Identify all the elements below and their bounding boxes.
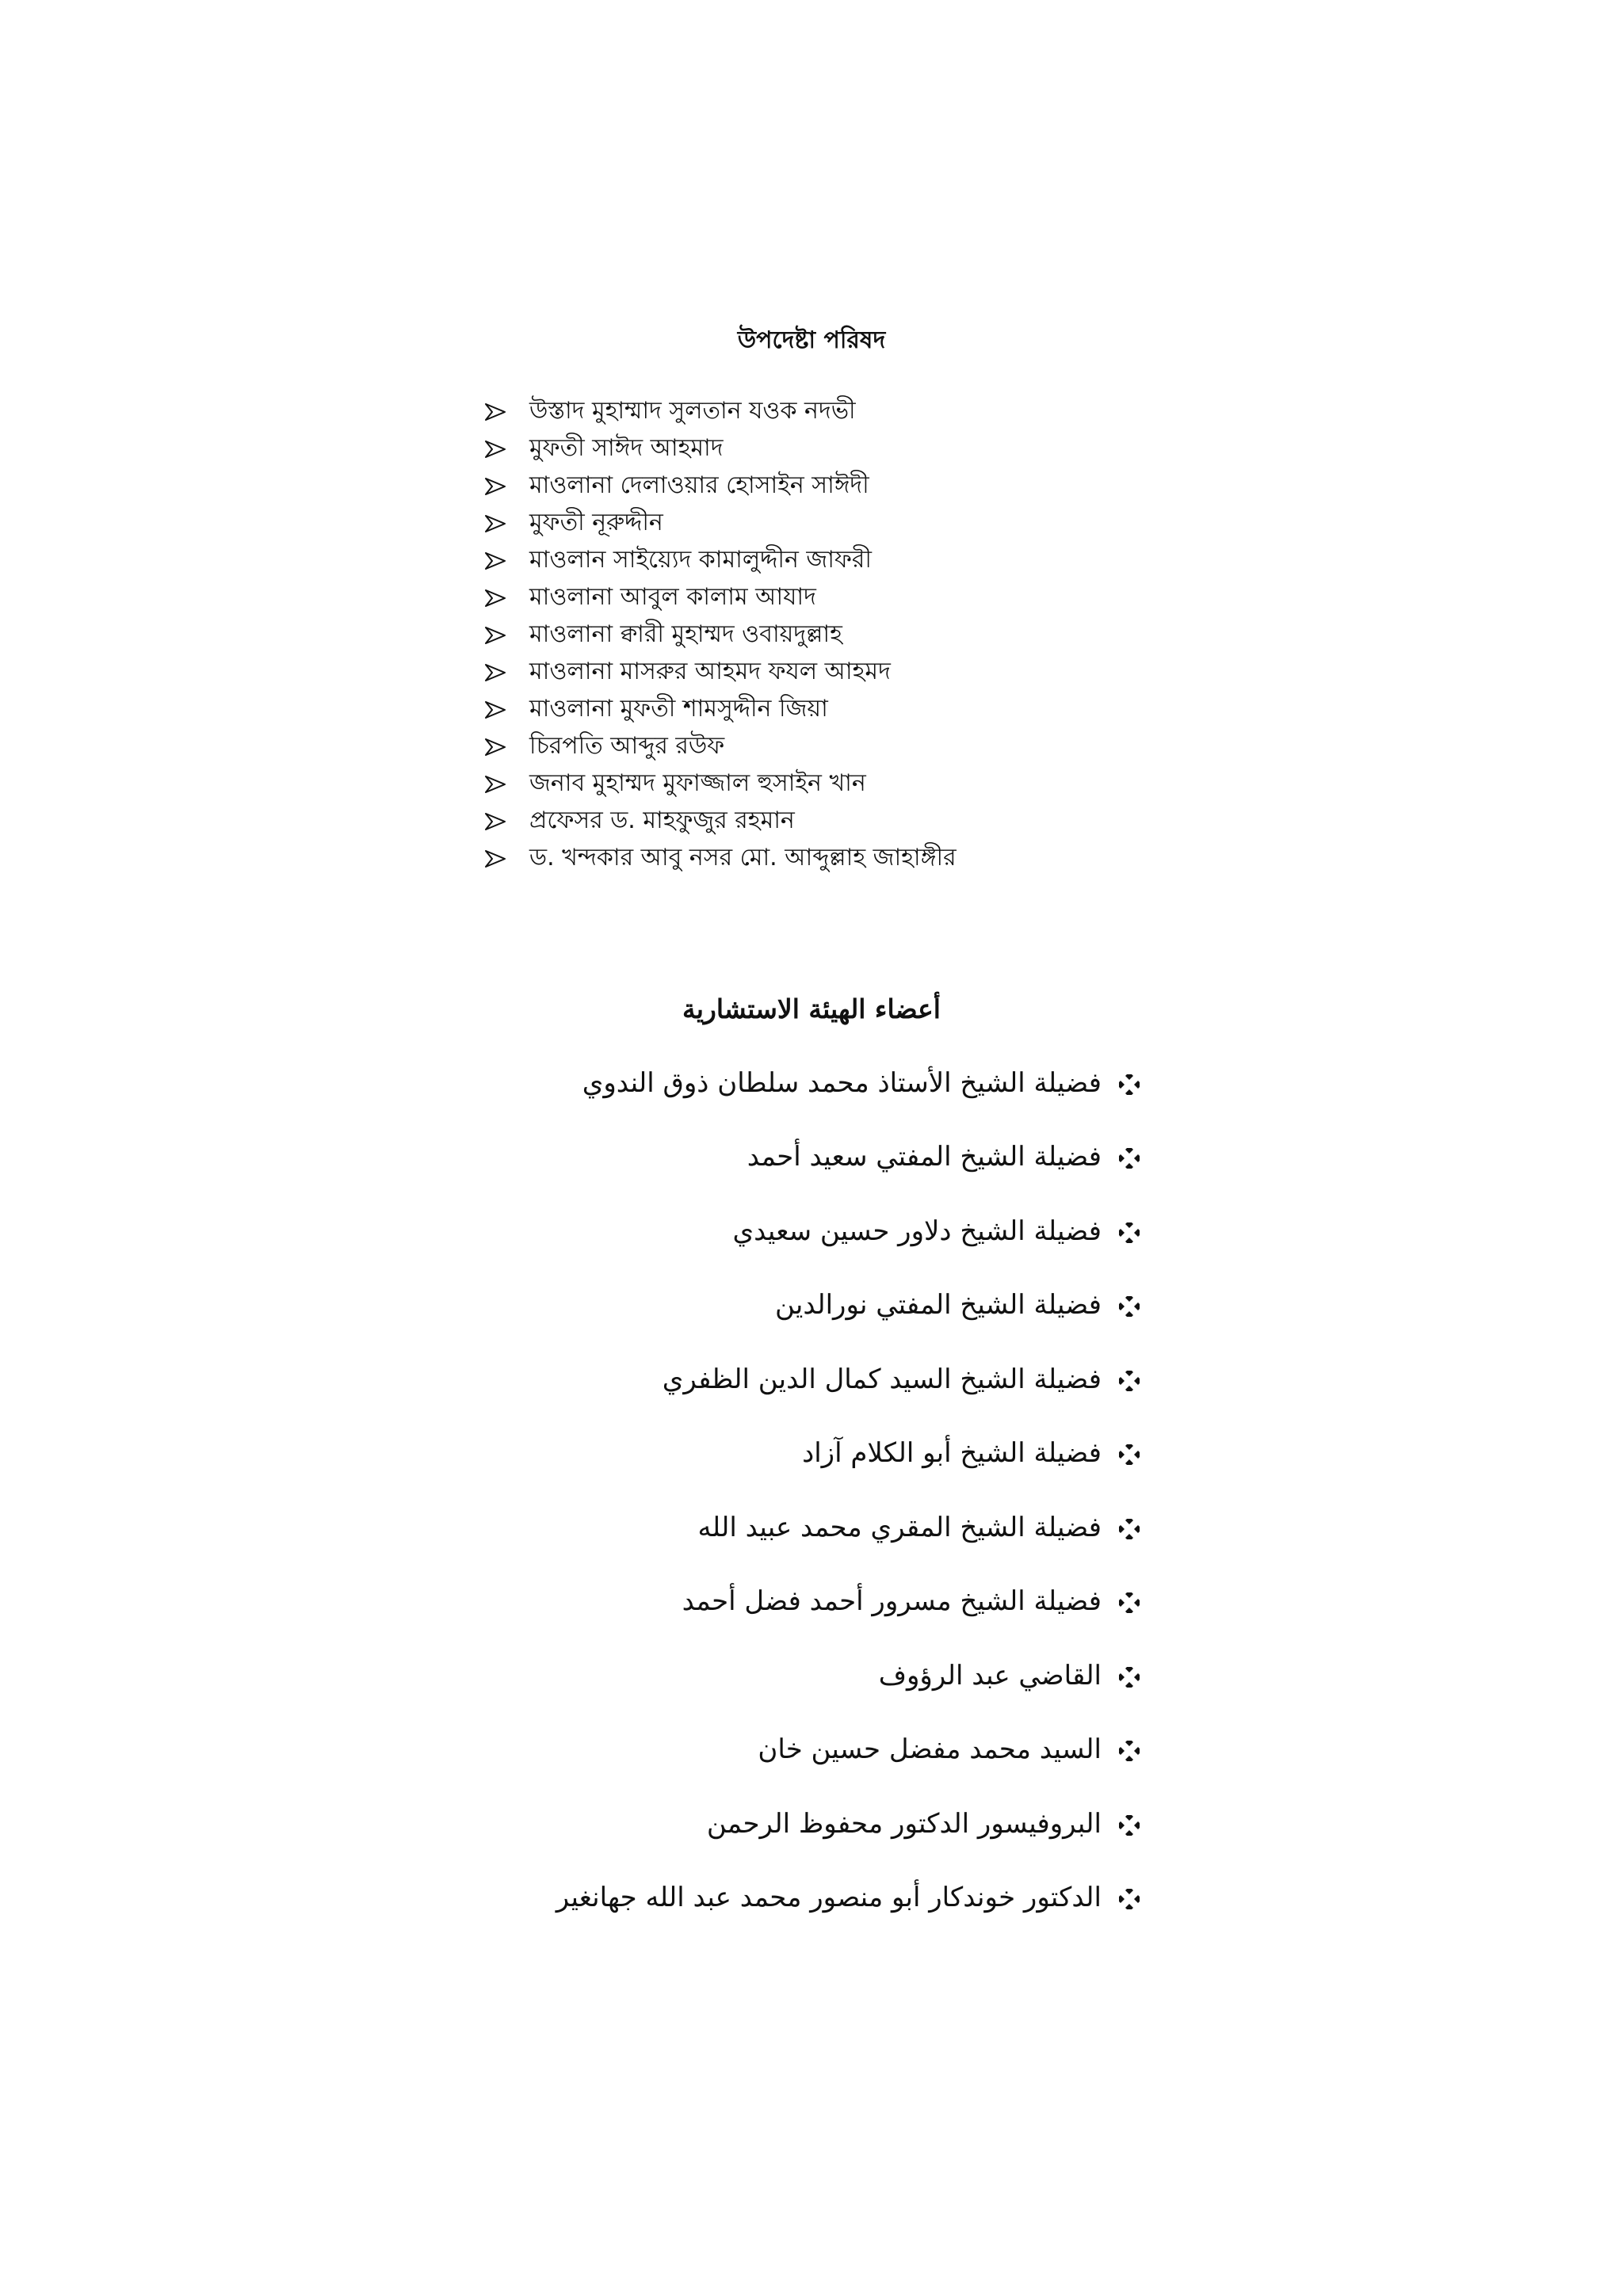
bengali-member-item: [485, 430, 1198, 467]
bengali-member-name: মুফতী নূরুদ্দীন: [529, 509, 663, 536]
bengali-member-item: [485, 393, 1198, 430]
arrowhead-bullet-icon: [485, 403, 529, 421]
arabic-member-item: [475, 1268, 1157, 1343]
bengali-member-name: মাওলানা মাসরুর আহমদ ফযল আহমদ: [529, 658, 891, 685]
bengali-member-name: মুফতী সাঈদ আহমাদ: [529, 434, 724, 462]
four-diamond-bullet-icon: [1102, 1585, 1157, 1617]
arabic-member-name: الدكتور خوندكار أبو منصور محمد عبد الله جهانغير: [556, 1882, 1102, 1914]
bengali-member-list: [485, 393, 1198, 877]
arabic-member-item: [475, 1194, 1157, 1268]
four-diamond-bullet-icon: [1102, 1733, 1157, 1765]
arabic-member-name: القاضي عبد الرؤوف: [878, 1659, 1102, 1691]
arabic-member-item: [475, 1490, 1157, 1565]
bengali-member-item: [485, 579, 1198, 616]
bengali-member-name: উস্তাদ মুহাম্মাদ সুলতান যওক নদভী: [529, 397, 856, 425]
arabic-member-name: فضيلة الشيخ الأستاذ محمد سلطان ذوق الندوي: [582, 1066, 1102, 1099]
arabic-member-name: البروفيسور الدكتور محفوظ الرحمن: [706, 1807, 1102, 1840]
four-diamond-bullet-icon: [1102, 1660, 1157, 1691]
bengali-member-item: [485, 542, 1198, 579]
arabic-member-item: [475, 1120, 1157, 1195]
arabic-member-name: فضيلة الشيخ دلاور حسين سعيدي: [732, 1215, 1102, 1247]
bengali-section-title: উপদেষ্টা পরিষদ: [737, 326, 886, 354]
arrowhead-bullet-icon: [485, 441, 529, 458]
four-diamond-bullet-icon: [1102, 1067, 1157, 1099]
four-diamond-bullet-icon: [1102, 1215, 1157, 1247]
four-diamond-bullet-icon: [1102, 1141, 1157, 1173]
bengali-member-name: ড. খন্দকার আবু নসর মো. আব্দুল্লাহ জাহাঙ্গীর: [529, 844, 957, 871]
four-diamond-bullet-icon: [1102, 1882, 1157, 1913]
arabic-member-name: السيد محمد مفضل حسين خان: [758, 1733, 1102, 1766]
bengali-member-name: মাওলানা ক্বারী মুহাম্মদ ওবায়দুল্লাহ: [529, 620, 842, 648]
arabic-member-item: [475, 1787, 1157, 1861]
arrowhead-bullet-icon: [485, 589, 529, 607]
bengali-member-name: মাওলানা আবুল কালাম আযাদ: [529, 583, 816, 611]
arabic-member-name: فضيلة الشيخ المفتي سعيد أحمد: [747, 1141, 1102, 1173]
arabic-member-item: [475, 1417, 1157, 1491]
bengali-member-name: চিরপতি আব্দুর রউফ: [529, 732, 725, 760]
arabic-member-item: [475, 1638, 1157, 1713]
bengali-member-item: [485, 840, 1198, 877]
bengali-member-item: [485, 654, 1198, 691]
arrowhead-bullet-icon: [485, 776, 529, 793]
bengali-member-item: [485, 765, 1198, 803]
arrowhead-bullet-icon: [485, 478, 529, 495]
bengali-member-name: মাওলানা মুফতী শামসুদ্দীন জিয়া: [529, 695, 828, 723]
arabic-member-item: [475, 1713, 1157, 1787]
bengali-member-item: [485, 728, 1198, 765]
arrowhead-bullet-icon: [485, 701, 529, 719]
arabic-section-title: أعضاء الهيئة الاستشارية: [682, 994, 941, 1024]
arrowhead-bullet-icon: [485, 738, 529, 756]
bengali-member-item: [485, 803, 1198, 840]
four-diamond-bullet-icon: [1102, 1363, 1157, 1395]
four-diamond-bullet-icon: [1102, 1808, 1157, 1840]
arrowhead-bullet-icon: [485, 515, 529, 532]
arabic-member-name: فضيلة الشيخ المقري محمد عبيد الله: [697, 1511, 1102, 1543]
arabic-member-item: [475, 1046, 1157, 1120]
bengali-member-name: মাওলান সাইয়্যেদ কামালুদ্দীন জাফরী: [529, 546, 872, 574]
arabic-member-name: فضيلة الشيخ المفتي نورالدين: [775, 1289, 1102, 1322]
arabic-member-item: [475, 1342, 1157, 1417]
arrowhead-bullet-icon: [485, 627, 529, 644]
bengali-member-name: জনাব মুহাম্মদ মুফাজ্জাল হুসাইন খান: [529, 769, 866, 797]
arrowhead-bullet-icon: [485, 664, 529, 681]
arabic-member-list: [475, 1046, 1157, 1935]
bengali-member-item: [485, 467, 1198, 505]
bengali-member-item: [485, 505, 1198, 542]
four-diamond-bullet-icon: [1102, 1512, 1157, 1543]
four-diamond-bullet-icon: [1102, 1289, 1157, 1321]
arabic-member-name: فضيلة الشيخ السيد كمال الدين الظفري: [662, 1363, 1102, 1395]
bengali-member-item: [485, 691, 1198, 728]
bengali-member-item: [485, 616, 1198, 654]
arabic-member-name: فضيلة الشيخ أبو الكلام آزاد: [802, 1437, 1102, 1470]
arrowhead-bullet-icon: [485, 850, 529, 868]
bengali-member-name: মাওলানা দেলাওয়ার হোসাইন সাঈদী: [529, 471, 869, 499]
arabic-member-name: فضيلة الشيخ مسرور أحمد فضل أحمد: [682, 1585, 1102, 1618]
arabic-member-item: [475, 1565, 1157, 1639]
arrowhead-bullet-icon: [485, 813, 529, 830]
arabic-member-item: [475, 1861, 1157, 1936]
bengali-member-name: প্রফেসর ড. মাহফুজুর রহমান: [529, 807, 795, 834]
four-diamond-bullet-icon: [1102, 1437, 1157, 1469]
arrowhead-bullet-icon: [485, 552, 529, 570]
